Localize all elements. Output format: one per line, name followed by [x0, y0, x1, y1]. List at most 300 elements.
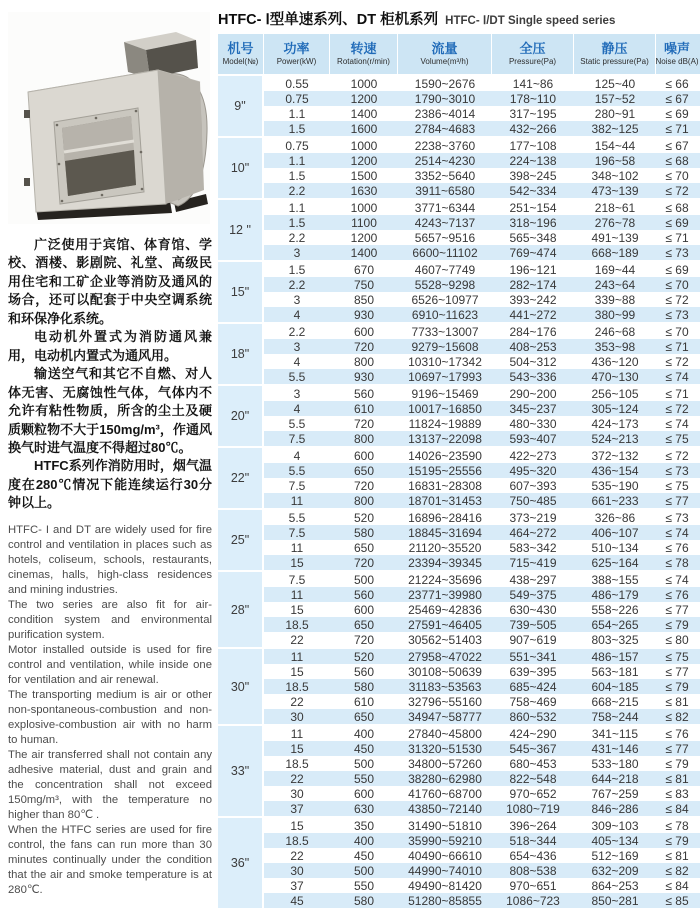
group-rows: [264, 726, 700, 816]
table-cell: ≤ 77: [665, 493, 689, 508]
table-cell: 18.5: [285, 756, 309, 771]
table-cell: 15: [290, 555, 304, 570]
table-row: [264, 818, 700, 833]
table-cell: 21120~35520: [408, 540, 482, 555]
table-cell: 551~341: [509, 649, 557, 664]
table-cell: 339~88: [594, 292, 636, 307]
table-row: [264, 153, 700, 168]
model-group: [218, 448, 700, 508]
table-cell: 22: [290, 771, 304, 786]
table-cell: 350: [353, 818, 375, 833]
table-cell: 406~107: [591, 525, 639, 540]
table-cell: 6910~11623: [411, 307, 479, 322]
table-row: [264, 307, 700, 322]
table-row: [264, 448, 700, 463]
table-cell: 15: [290, 664, 304, 679]
group-rows: [264, 324, 700, 384]
table-cell: 580: [353, 525, 375, 540]
table-cell: ≤ 67: [665, 138, 689, 153]
table-cell: 7.5: [288, 525, 306, 540]
table-cell: ≤ 83: [665, 786, 689, 801]
table-cell: 720: [353, 339, 375, 354]
model-group: [218, 386, 700, 446]
group-rows: [264, 138, 700, 198]
table-cell: 563~181: [591, 664, 639, 679]
table-cell: 3: [293, 386, 301, 401]
table-cell: 549~375: [509, 587, 557, 602]
table-cell: ≤ 75: [665, 431, 689, 446]
table-cell: 632~209: [591, 863, 639, 878]
table-cell: 45: [290, 893, 304, 908]
table-cell: 1590~2676: [414, 76, 476, 91]
table-cell: 560: [353, 587, 375, 602]
model-group: [218, 572, 700, 647]
header-cell: [656, 34, 698, 74]
table-cell: 16896~28416: [408, 510, 482, 525]
table-cell: 441~272: [509, 307, 557, 322]
table-cell: 35990~59210: [408, 833, 482, 848]
table-cell: 7.5: [288, 478, 306, 493]
table-cell: ≤ 71: [665, 386, 689, 401]
table-cell: ≤ 71: [665, 339, 689, 354]
table-cell: 495~320: [509, 463, 557, 478]
table-row: [264, 878, 700, 893]
table-cell: 639~395: [509, 664, 557, 679]
table-cell: 822~548: [509, 771, 557, 786]
table-cell: 23771~39980: [408, 587, 482, 602]
table-cell: 436~120: [591, 354, 639, 369]
table-cell: 305~124: [591, 401, 639, 416]
table-cell: 9196~15469: [411, 386, 479, 401]
table-cell: 1630: [350, 183, 378, 198]
table-cell: 348~102: [591, 168, 639, 183]
table-cell: 1080~719: [506, 801, 560, 816]
table-cell: 246~68: [594, 324, 636, 339]
table-cell: ≤ 68: [665, 153, 689, 168]
header-cell: [574, 34, 656, 74]
table-cell: 37: [290, 878, 304, 893]
table-row: [264, 386, 700, 401]
table-cell: 422~273: [509, 448, 557, 463]
en-paragraph: Motor installed outside is used for fire control and ventilation, while inside one for ventilation and air renewal.: [8, 643, 212, 686]
table-cell: 10697~17993: [408, 369, 482, 384]
table-cell: 309~103: [591, 818, 639, 833]
table-row: [264, 292, 700, 307]
table-cell: ≤ 72: [665, 448, 689, 463]
group-rows: [264, 448, 700, 508]
table-cell: 650: [353, 617, 375, 632]
header-cell: [264, 34, 330, 74]
table-cell: 2.2: [288, 324, 306, 339]
header-label-zh: 噪声: [663, 40, 690, 56]
table-cell: 846~286: [591, 801, 639, 816]
table-cell: 767~259: [591, 786, 639, 801]
table-row: [264, 138, 700, 153]
table-cell: 1000: [350, 138, 378, 153]
table-cell: 610: [353, 401, 375, 416]
table-cell: 3911~6580: [415, 183, 475, 198]
model-group: [218, 510, 700, 570]
table-cell: 14026~23590: [408, 448, 482, 463]
table-cell: 15: [290, 602, 304, 617]
table-cell: 282~174: [509, 277, 557, 292]
table-cell: ≤ 68: [665, 200, 689, 215]
model-group: [218, 76, 700, 136]
table-cell: ≤ 85: [665, 893, 689, 908]
table-cell: 125~40: [594, 76, 636, 91]
table-cell: 3: [293, 292, 301, 307]
en-paragraph: The transporting medium is air or other non-spontaneous-combustion and non-explosive-combustion air with no harm to human.: [8, 688, 212, 747]
group-rows: [264, 76, 700, 136]
table-cell: 341~115: [591, 726, 639, 741]
model-cell: 15": [218, 262, 264, 322]
header-label-en: Pressure(Pa): [508, 56, 557, 66]
header-cell: [330, 34, 398, 74]
table-cell: ≤ 82: [665, 863, 689, 878]
table-cell: 604~185: [591, 679, 639, 694]
table-cell: ≤ 69: [665, 215, 689, 230]
table-cell: 600: [353, 602, 375, 617]
model-cell: 9": [218, 76, 264, 136]
table-cell: 565~348: [509, 230, 557, 245]
table-cell: ≤ 72: [665, 401, 689, 416]
table-cell: 22: [290, 632, 304, 647]
table-cell: 1.1: [288, 106, 306, 121]
table-row: [264, 726, 700, 741]
zh-paragraph: 输送空气和其它不自燃、对人体无害、无腐蚀性气体，气体内不允许有粘性物质，所含的尘土及硬质颗粒物不大于150mg/m³，作通风换气时进气温度不得超过80℃。: [8, 366, 212, 455]
table-cell: ≤ 77: [665, 602, 689, 617]
table-cell: 23394~39345: [408, 555, 482, 570]
table-cell: 464~272: [509, 525, 557, 540]
table-cell: 1200: [350, 230, 378, 245]
table-cell: 251~154: [509, 200, 557, 215]
table-cell: ≤ 75: [665, 649, 689, 664]
header-label-zh: 转速: [350, 40, 377, 56]
table-cell: 196~121: [509, 262, 557, 277]
table-cell: 30: [290, 709, 304, 724]
table-row: [264, 510, 700, 525]
table-cell: 907~619: [509, 632, 557, 647]
table-cell: 535~190: [591, 478, 639, 493]
table-cell: 380~99: [594, 307, 636, 322]
table-row: [264, 632, 700, 647]
en-paragraph: The air transferred shall not contain any adhesive material, dust and grain and the concentration shall not exceed 150mg/m³, with the temperature no higher than 80℃ .: [8, 749, 212, 822]
table-cell: 393~242: [509, 292, 557, 307]
table-cell: 372~132: [591, 448, 639, 463]
model-group: [218, 818, 700, 908]
table-cell: 3352~5640: [414, 168, 476, 183]
table-cell: 5657~9516: [414, 230, 476, 245]
table-cell: 34800~57260: [408, 756, 482, 771]
table-cell: 438~297: [509, 572, 557, 587]
table-cell: ≤ 67: [665, 91, 689, 106]
table-row: [264, 848, 700, 863]
table-row: [264, 756, 700, 771]
table-cell: ≤ 73: [665, 245, 689, 260]
table-cell: 11: [290, 649, 304, 664]
table-cell: 758~469: [509, 694, 557, 709]
table-cell: 2784~4683: [414, 121, 476, 136]
table-cell: 580: [353, 679, 375, 694]
table-cell: 16831~28308: [408, 478, 482, 493]
table-cell: ≤ 77: [665, 664, 689, 679]
table-row: [264, 525, 700, 540]
table-cell: ≤ 71: [665, 230, 689, 245]
table-cell: 7733~13007: [411, 324, 479, 339]
table-cell: 600: [353, 324, 375, 339]
title-chinese: HTFC- Ⅰ型单速系列、DT 柜机系列: [218, 12, 439, 28]
table-cell: 680~453: [509, 756, 557, 771]
table-cell: 550: [353, 771, 375, 786]
header-label-en: Static pressure(Pa): [580, 56, 649, 66]
table-cell: 22: [290, 848, 304, 863]
table-cell: 1086~723: [506, 893, 560, 908]
table-row: [264, 76, 700, 91]
table-cell: 11: [290, 726, 304, 741]
table-cell: ≤ 76: [665, 726, 689, 741]
table-cell: 4: [293, 354, 301, 369]
table-cell: 18.5: [285, 679, 309, 694]
table-cell: 545~367: [509, 741, 557, 756]
table-cell: 930: [353, 307, 375, 322]
table-cell: 18845~31694: [408, 525, 482, 540]
table-cell: 739~505: [509, 617, 557, 632]
header-label-en: Noise dB(A): [655, 56, 699, 66]
model-group: [218, 262, 700, 322]
description-chinese: [8, 236, 212, 513]
table-cell: 668~215: [591, 694, 639, 709]
table-row: [264, 339, 700, 354]
table-cell: 345~237: [509, 401, 557, 416]
table-cell: 715~419: [509, 555, 557, 570]
table-cell: 15195~25556: [408, 463, 482, 478]
table-cell: 5.5: [288, 510, 306, 525]
table-cell: ≤ 80: [665, 632, 689, 647]
group-rows: [264, 649, 700, 724]
table-cell: 382~125: [591, 121, 639, 136]
table-cell: 542~334: [509, 183, 557, 198]
table-cell: 141~86: [512, 76, 554, 91]
table-cell: ≤ 72: [665, 354, 689, 369]
table-cell: 970~652: [509, 786, 557, 801]
header-label-zh: 流量: [431, 40, 458, 56]
table-cell: 2.2: [288, 183, 306, 198]
table-cell: 6600~11102: [412, 245, 478, 260]
table-cell: 284~176: [509, 324, 557, 339]
header-label-en: Volume(m³/h): [420, 56, 469, 66]
table-cell: 500: [353, 572, 375, 587]
table-cell: 720: [353, 555, 375, 570]
group-rows: [264, 572, 700, 647]
table-cell: 450: [353, 848, 375, 863]
table-cell: 450: [353, 741, 375, 756]
table-cell: 31490~51810: [408, 818, 482, 833]
model-group: [218, 200, 700, 260]
section-title: [218, 8, 700, 29]
table-cell: 32796~55160: [408, 694, 482, 709]
table-cell: 326~86: [594, 510, 636, 525]
table-cell: 720: [353, 632, 375, 647]
table-cell: 808~538: [509, 863, 557, 878]
table-cell: 720: [353, 478, 375, 493]
table-cell: 1100: [351, 215, 377, 230]
table-row: [264, 121, 700, 136]
table-cell: 470~130: [591, 369, 639, 384]
table-cell: 750~485: [509, 493, 557, 508]
table-row: [264, 200, 700, 215]
table-row: [264, 431, 700, 446]
table-row: [264, 709, 700, 724]
table-cell: 43850~72140: [408, 801, 482, 816]
table-row: [264, 679, 700, 694]
table-cell: 40490~66610: [408, 848, 482, 863]
table-cell: 473~139: [591, 183, 639, 198]
table-cell: 424~290: [509, 726, 557, 741]
table-cell: 21224~35696: [408, 572, 482, 587]
model-group: [218, 324, 700, 384]
table-cell: ≤ 76: [665, 587, 689, 602]
table-cell: 243~64: [594, 277, 636, 292]
table-cell: 510~134: [591, 540, 639, 555]
table-cell: 1000: [350, 76, 378, 91]
table-cell: 504~312: [509, 354, 557, 369]
table-cell: 486~179: [591, 587, 639, 602]
group-rows: [264, 818, 700, 908]
table-cell: 290~200: [509, 386, 557, 401]
table-cell: ≤ 75: [665, 478, 689, 493]
table-cell: 2238~3760: [414, 138, 476, 153]
table-cell: ≤ 84: [665, 801, 689, 816]
table-cell: 560: [353, 664, 375, 679]
table-cell: 5.5: [288, 463, 306, 478]
table-cell: 424~173: [591, 416, 639, 431]
model-cell: 30": [218, 649, 264, 724]
table-cell: 685~424: [509, 679, 557, 694]
header-cell: [492, 34, 574, 74]
table-cell: 396~264: [509, 818, 557, 833]
group-rows: [264, 200, 700, 260]
table-cell: 30: [290, 786, 304, 801]
table-cell: 34947~58777: [408, 709, 482, 724]
table-cell: 1000: [350, 200, 378, 215]
table-row: [264, 91, 700, 106]
table-cell: 1.1: [288, 200, 306, 215]
table-cell: 6526~10977: [411, 292, 479, 307]
table-cell: 543~336: [509, 369, 557, 384]
cabinet-fan-illustration: [8, 12, 210, 224]
table-cell: 0.75: [285, 91, 309, 106]
table-cell: 27958~47022: [408, 649, 482, 664]
group-rows: [264, 510, 700, 570]
table-cell: 405~134: [591, 833, 639, 848]
table-cell: 11: [290, 540, 304, 555]
table-cell: 4: [293, 448, 301, 463]
table-cell: 30108~50639: [408, 664, 482, 679]
table-cell: 177~108: [509, 138, 557, 153]
product-photo: [8, 12, 210, 224]
table-row: [264, 863, 700, 878]
table-cell: 436~154: [591, 463, 639, 478]
table-cell: 11: [290, 493, 304, 508]
table-cell: 0.75: [285, 138, 309, 153]
table-cell: 4607~7749: [414, 262, 476, 277]
table-cell: 800: [353, 431, 375, 446]
header-label-zh: 机号: [227, 40, 254, 56]
table-cell: 25469~42836: [408, 602, 482, 617]
table-row: [264, 694, 700, 709]
table-cell: 500: [353, 756, 375, 771]
table-cell: 500: [353, 863, 375, 878]
table-cell: 533~180: [591, 756, 639, 771]
table-cell: 558~226: [591, 602, 639, 617]
table-cell: 2.2: [288, 230, 306, 245]
table-cell: 2.2: [288, 277, 306, 292]
table-cell: 670: [353, 262, 375, 277]
table-cell: 4: [293, 401, 301, 416]
table-cell: ≤ 78: [665, 555, 689, 570]
table-cell: 169~44: [594, 262, 636, 277]
table-row: [264, 401, 700, 416]
table-cell: 7.5: [288, 431, 306, 446]
table-cell: ≤ 73: [665, 510, 689, 525]
table-row: [264, 168, 700, 183]
table-cell: 524~213: [591, 431, 639, 446]
model-group: [218, 649, 700, 724]
table-cell: 720: [353, 416, 375, 431]
table-cell: 2386~4014: [414, 106, 476, 121]
left-column: [0, 0, 216, 918]
table-cell: 10310~17342: [408, 354, 482, 369]
table-row: [264, 741, 700, 756]
table-cell: 520: [353, 649, 375, 664]
table-cell: 373~219: [509, 510, 557, 525]
model-cell: 18": [218, 324, 264, 384]
table-row: [264, 354, 700, 369]
table-cell: 41760~68700: [408, 786, 482, 801]
table-cell: ≤ 74: [665, 369, 689, 384]
header-cell: [218, 34, 264, 74]
group-rows: [264, 262, 700, 322]
table-cell: 654~265: [591, 617, 639, 632]
table-row: [264, 540, 700, 555]
zh-paragraph: HTFC系列作消防用时，烟气温度在280℃情况下能连续运行30分钟以上。: [8, 458, 212, 511]
table-row: [264, 587, 700, 602]
table-cell: 491~139: [591, 230, 639, 245]
table-cell: 7.5: [288, 572, 306, 587]
table-cell: ≤ 76: [665, 540, 689, 555]
table-row: [264, 493, 700, 508]
table-cell: 18701~31453: [408, 493, 482, 508]
table-cell: 1.5: [288, 215, 306, 230]
description-english: [8, 523, 212, 898]
table-cell: 480~330: [509, 416, 557, 431]
table-cell: 583~342: [509, 540, 557, 555]
table-row: [264, 602, 700, 617]
table-cell: 11824~19889: [408, 416, 482, 431]
table-cell: ≤ 81: [665, 848, 689, 863]
table-cell: 1.5: [288, 262, 306, 277]
table-cell: 398~245: [509, 168, 557, 183]
table-cell: 644~218: [591, 771, 639, 786]
table-cell: 5528~9298: [414, 277, 476, 292]
table-cell: 432~266: [509, 121, 557, 136]
table-cell: 607~393: [509, 478, 557, 493]
table-cell: 13137~22098: [408, 431, 482, 446]
table-cell: 30: [290, 863, 304, 878]
table-cell: ≤ 71: [665, 121, 689, 136]
table-row: [264, 215, 700, 230]
table-cell: 1600: [350, 121, 378, 136]
